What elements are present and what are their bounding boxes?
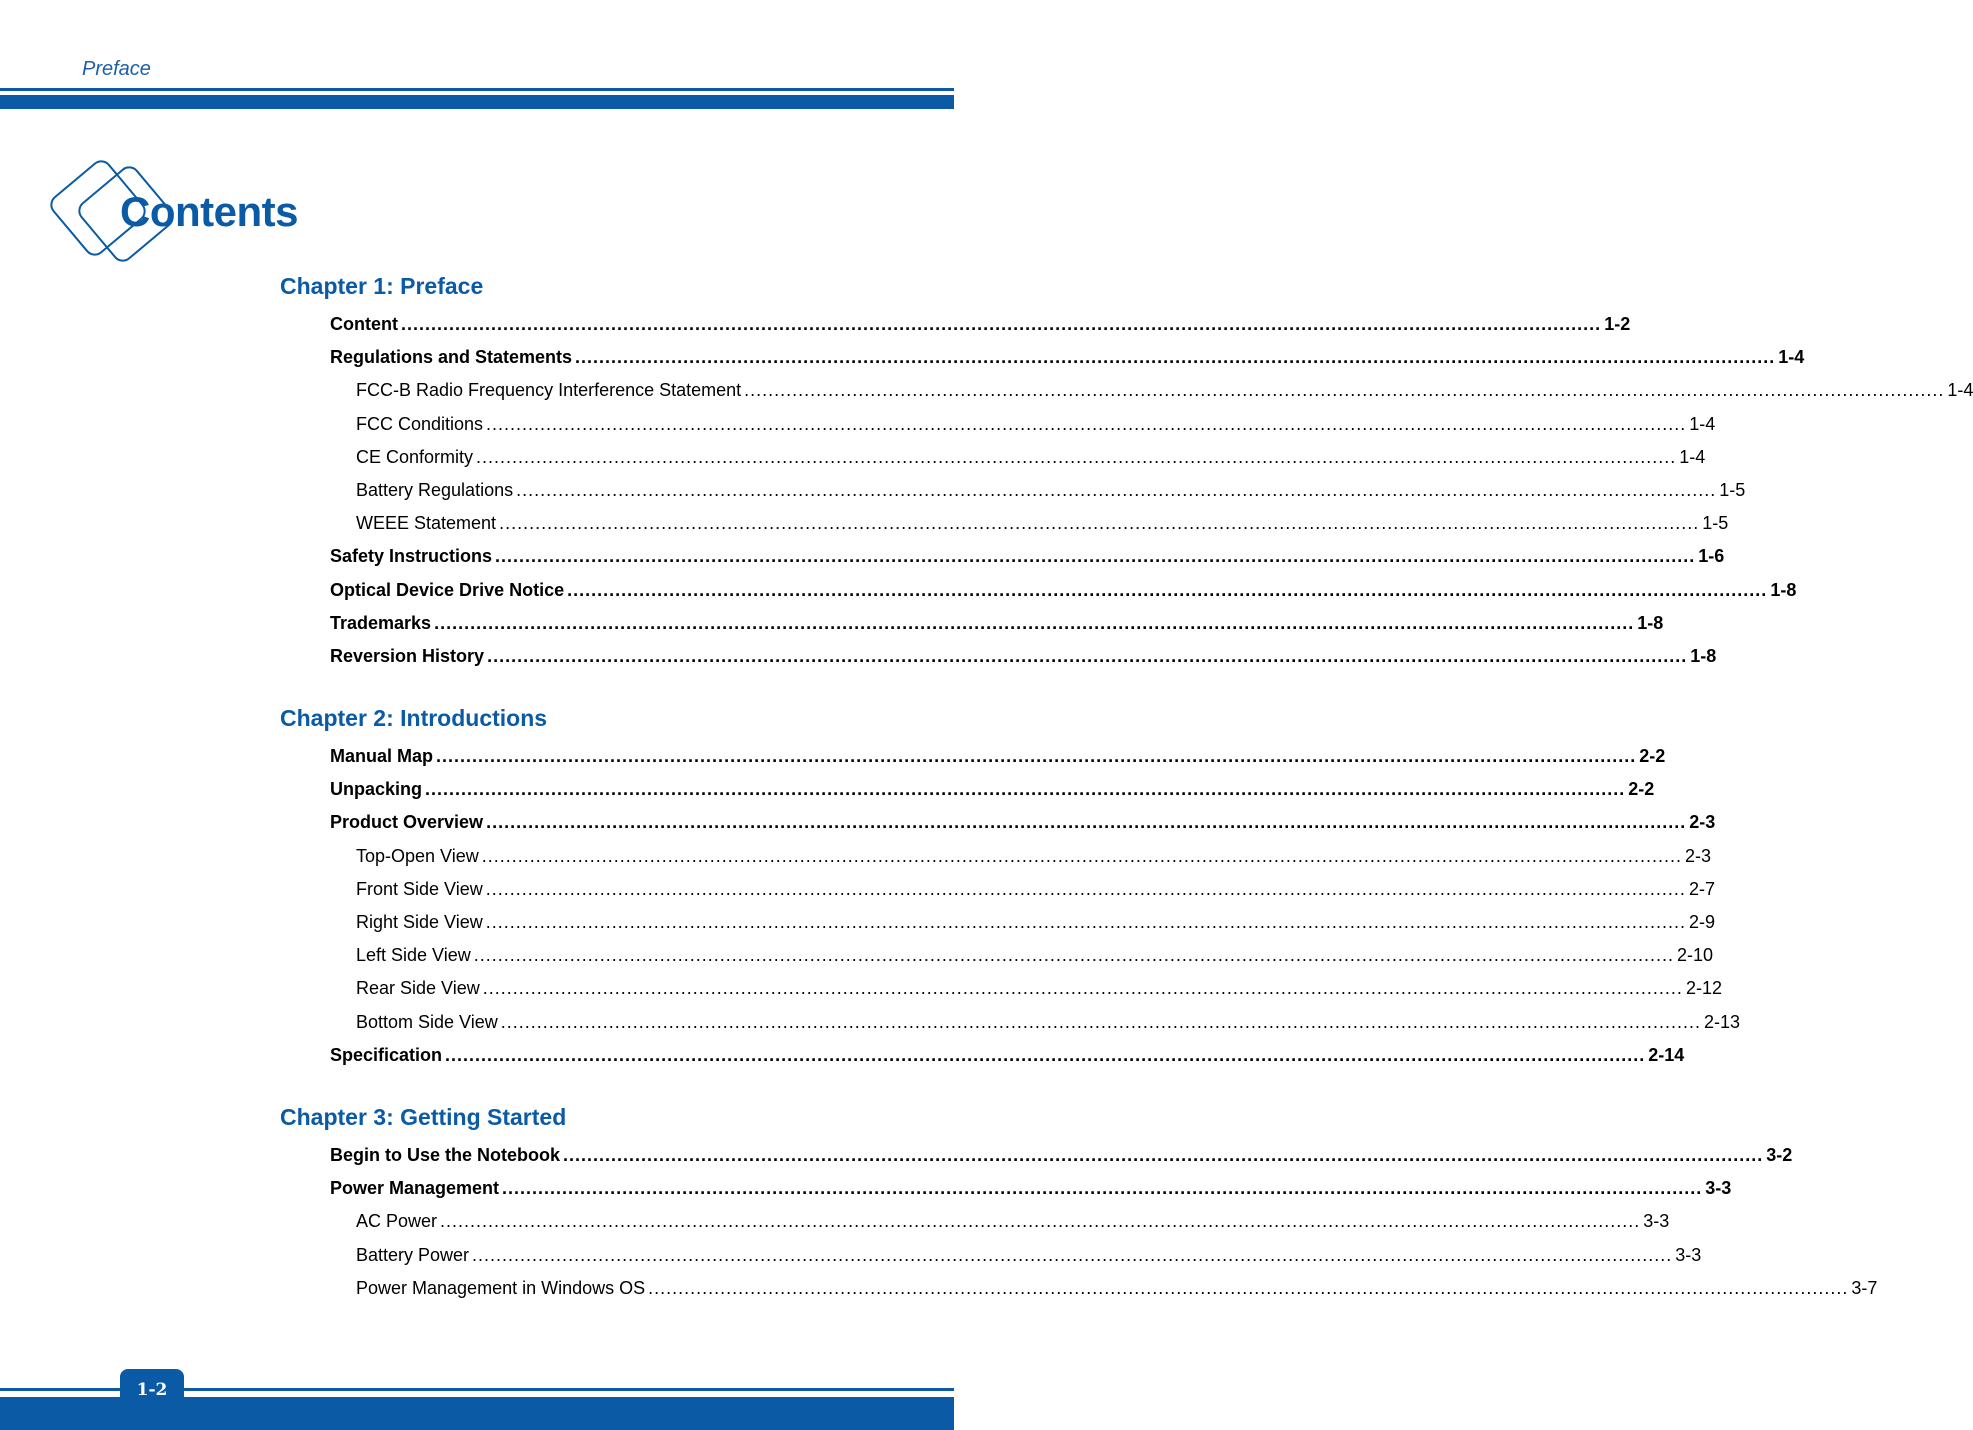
dot-leader: ........................................................................................................................................................................................................ [567,580,1768,600]
toc-entry-page: 2-14 [1648,1045,1685,1065]
chapter-heading: Chapter 1: Preface [280,273,484,299]
dot-leader: ........................................................................................................................................................................................................ [500,1012,1701,1032]
toc-entry-page: 1-6 [1698,546,1725,566]
toc-entry[interactable] [356,1012,1740,1034]
dot-leader: ........................................................................................................................................................................................................ [482,978,1683,998]
dot-leader: ........................................................................................................................................................................................................ [502,1178,1703,1198]
toc-entry-page: 1-8 [1690,646,1717,666]
toc-entry[interactable] [356,846,1711,868]
toc-entry-page: 1-4 [1778,347,1805,367]
toc-entry[interactable] [330,580,1797,602]
toc-entry[interactable] [356,1211,1670,1233]
toc-entry-page: 3-3 [1643,1211,1670,1231]
toc-entry-title: AC Power [356,1211,438,1231]
toc-entry-title: Trademarks [330,613,432,633]
dot-leader: ........................................................................................................................................................................................................ [485,912,1686,932]
toc-entry-title: Safety Instructions [330,546,493,566]
chapter-heading: Chapter 3: Getting Started [280,1104,567,1130]
toc-entry[interactable] [330,347,1805,369]
dot-leader: ........................................................................................................................................................................................................ [481,846,1682,866]
toc-entry-page: 3-3 [1705,1178,1732,1198]
toc-entry-title: Specification [330,1045,443,1065]
toc-entry-title: Front Side View [356,879,483,899]
dot-leader: ........................................................................................................................................................................................................ [485,879,1686,899]
dot-leader: ........................................................................................................................................................................................................ [434,613,1635,633]
header-rule [0,88,954,91]
toc-entry-title: Right Side View [356,912,483,932]
toc-entry-page: 3-7 [1851,1278,1878,1298]
dot-leader: ........................................................................................................................................................................................................ [440,1211,1641,1231]
toc-entry[interactable] [356,380,1973,402]
toc-entry-title: Bottom Side View [356,1012,498,1032]
toc-entry-page: 3-3 [1675,1245,1702,1265]
dot-leader: ........................................................................................................................................................................................................ [744,380,1945,400]
toc-entry-title: FCC Conditions [356,414,484,434]
toc-entry[interactable] [356,1278,1878,1300]
toc-entry-page: 1-2 [1604,314,1631,334]
toc-entry-page: 1-8 [1770,580,1797,600]
toc-entry[interactable] [330,546,1725,568]
dot-leader: ........................................................................................................................................................................................................ [499,513,1700,533]
dot-leader: ........................................................................................................................................................................................................ [445,1045,1646,1065]
toc-entry[interactable] [356,480,1746,502]
toc-entry-page: 1-4 [1947,380,1973,400]
dot-leader: ........................................................................................................................................................................................................ [400,314,1602,334]
toc-entry[interactable] [356,513,1729,535]
toc-entry-title: Manual Map [330,746,434,766]
toc-entry-page: 1-4 [1689,414,1716,434]
toc-entry-title: Rear Side View [356,978,480,998]
toc-entry-page: 1-8 [1637,613,1664,633]
toc-entry-title: FCC-B Radio Frequency Interference Statement [356,380,742,400]
header-bar [0,95,954,109]
page-number: 1-2 [120,1369,184,1411]
toc-entry[interactable] [356,414,1716,436]
dot-leader: ........................................................................................................................................................................................................ [487,646,1688,666]
toc-entry-page: 2-3 [1684,846,1711,866]
toc-entry-title: Begin to Use the Notebook [330,1145,561,1165]
toc-entry-page: 2-2 [1639,746,1666,766]
toc-entry-page: 2-13 [1703,1012,1740,1032]
dot-leader: ........................................................................................................................................................................................................ [425,779,1626,799]
dot-leader: ........................................................................................................................................................................................................ [473,945,1674,965]
toc-entry-page: 2-3 [1689,812,1716,832]
toc-entry-title: Regulations and Statements [330,347,573,367]
running-header: Preface [82,58,151,80]
toc-entry-page: 1-4 [1679,447,1706,467]
toc-entry-page: 3-2 [1766,1145,1793,1165]
toc-entry[interactable] [330,314,1631,336]
toc-entry-page: 1-5 [1702,513,1729,533]
dot-leader: ........................................................................................................................................................................................................ [575,347,1776,367]
toc-entry-page: 2-9 [1688,912,1715,932]
dot-leader: ........................................................................................................................................................................................................ [472,1245,1673,1265]
dot-leader: ........................................................................................................................................................................................................ [476,447,1677,467]
toc-entry[interactable] [356,912,1715,934]
toc-entry-title: Unpacking [330,779,423,799]
toc-entry[interactable] [330,779,1655,801]
toc-entry-page: 2-10 [1676,945,1713,965]
toc-entry[interactable] [330,1178,1732,1200]
toc-entry[interactable] [330,646,1717,668]
toc-entry-page: 2-12 [1685,978,1722,998]
toc-entry-title: WEEE Statement [356,513,497,533]
dot-leader: ........................................................................................................................................................................................................ [516,480,1717,500]
dot-leader: ........................................................................................................................................................................................................ [486,812,1687,832]
chapter-heading: Chapter 2: Introductions [280,705,548,731]
toc-entry-title: Optical Device Drive Notice [330,580,565,600]
toc-entry[interactable] [330,812,1716,834]
toc-entry-title: Battery Power [356,1245,470,1265]
toc-entry[interactable] [356,978,1722,1000]
toc-entry-page: 1-5 [1719,480,1746,500]
toc-entry-title: Battery Regulations [356,480,514,500]
toc-entry[interactable] [356,945,1713,967]
toc-entry[interactable] [356,879,1715,901]
toc-entry-title: Content [330,314,398,334]
toc-entry[interactable] [330,1145,1793,1167]
toc-entry-title: Power Management [330,1178,500,1198]
toc-entry[interactable] [356,1245,1702,1267]
toc-entry-title: Power Management in Windows OS [356,1278,646,1298]
toc-entry[interactable] [356,447,1706,469]
toc-entry-page: 2-7 [1688,879,1715,899]
toc-entry[interactable] [330,1045,1685,1067]
page-title: Contents [120,188,298,235]
toc-entry[interactable] [330,613,1664,635]
toc-entry-title: Left Side View [356,945,471,965]
dot-leader: ........................................................................................................................................................................................................ [436,746,1637,766]
toc-entry-title: CE Conformity [356,447,474,467]
toc-entry[interactable] [330,746,1666,768]
dot-leader: ........................................................................................................................................................................................................ [486,414,1687,434]
dot-leader: ........................................................................................................................................................................................................ [648,1278,1849,1298]
toc-entry-page: 2-2 [1628,779,1655,799]
dot-leader: ........................................................................................................................................................................................................ [563,1145,1764,1165]
toc-entry-title: Product Overview [330,812,484,832]
toc-entry-title: Reversion History [330,646,485,666]
dot-leader: ........................................................................................................................................................................................................ [495,546,1696,566]
toc-entry-title: Top-Open View [356,846,479,866]
